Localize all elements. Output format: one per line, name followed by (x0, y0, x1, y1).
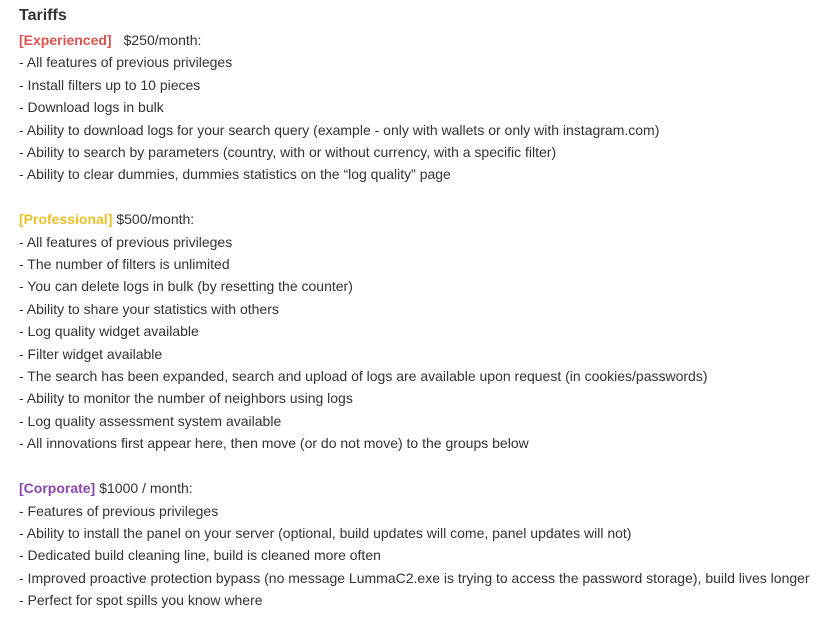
feature-item: - Ability to monitor the number of neighbors using logs (19, 390, 353, 407)
feature-item: - Ability to install the panel on your server (optional, build updates will come, panel updates will not) (19, 524, 632, 541)
feature-item: - All innovations first appear here, then move (or do not move) to the groups below (19, 435, 529, 452)
feature-item: - Ability to search by parameters (country, with or without currency, with a specific filter) (19, 144, 557, 161)
feature-item: - Log quality widget available (19, 323, 199, 340)
tier-professional (19, 208, 822, 454)
feature-item: - The number of filters is unlimited (19, 256, 230, 273)
feature-item: - Ability to clear dummies, dummies statistics on the “log quality” page (19, 166, 451, 183)
tier-badge-professional: [Professional] (19, 211, 113, 228)
feature-item: - Dedicated build cleaning line, build is cleaned more often (19, 547, 381, 564)
tier-header (19, 208, 822, 230)
feature-item: - Install filters up to 10 pieces (19, 76, 201, 93)
feature-item: - Filter widget available (19, 345, 163, 362)
tier-price-corporate: $1000 / month: (99, 480, 193, 497)
tier-badge-corporate: [Corporate] (19, 480, 96, 497)
feature-item: - The search has been expanded, search and upload of logs are available upon request (in cookies/passwords) (19, 368, 708, 385)
feature-item: - You can delete logs in bulk (by resetting the counter) (19, 278, 353, 295)
feature-item: - Improved proactive protection bypass (no message LummaC2.exe is trying to access the password storage), build lives longer (19, 569, 810, 586)
tier-experienced (19, 29, 822, 186)
tier-badge-experienced: [Experienced] (19, 32, 112, 48)
tier-corporate (19, 477, 822, 611)
feature-item: - Ability to download logs for your search query (example - only with wallets or only with instagram.com) (19, 121, 660, 138)
feature-item: - All features of previous privileges (19, 233, 233, 250)
feature-item: - Ability to share your statistics with others (19, 300, 279, 317)
tariffs-document (19, 5, 822, 612)
feature-item: - Download logs in bulk (19, 99, 164, 116)
tier-price-professional: $500/month: (116, 211, 195, 228)
tier-header (19, 477, 822, 499)
tier-header (19, 29, 822, 51)
feature-item: - Features of previous privileges (19, 502, 219, 519)
feature-item: - Log quality assessment system available (19, 412, 282, 429)
page-title: Tariffs (19, 7, 67, 24)
feature-item: - All features of previous privileges (19, 54, 233, 71)
tier-price-experienced: $250/month: (123, 32, 202, 48)
feature-item: - Perfect for spot spills you know where (19, 592, 263, 609)
